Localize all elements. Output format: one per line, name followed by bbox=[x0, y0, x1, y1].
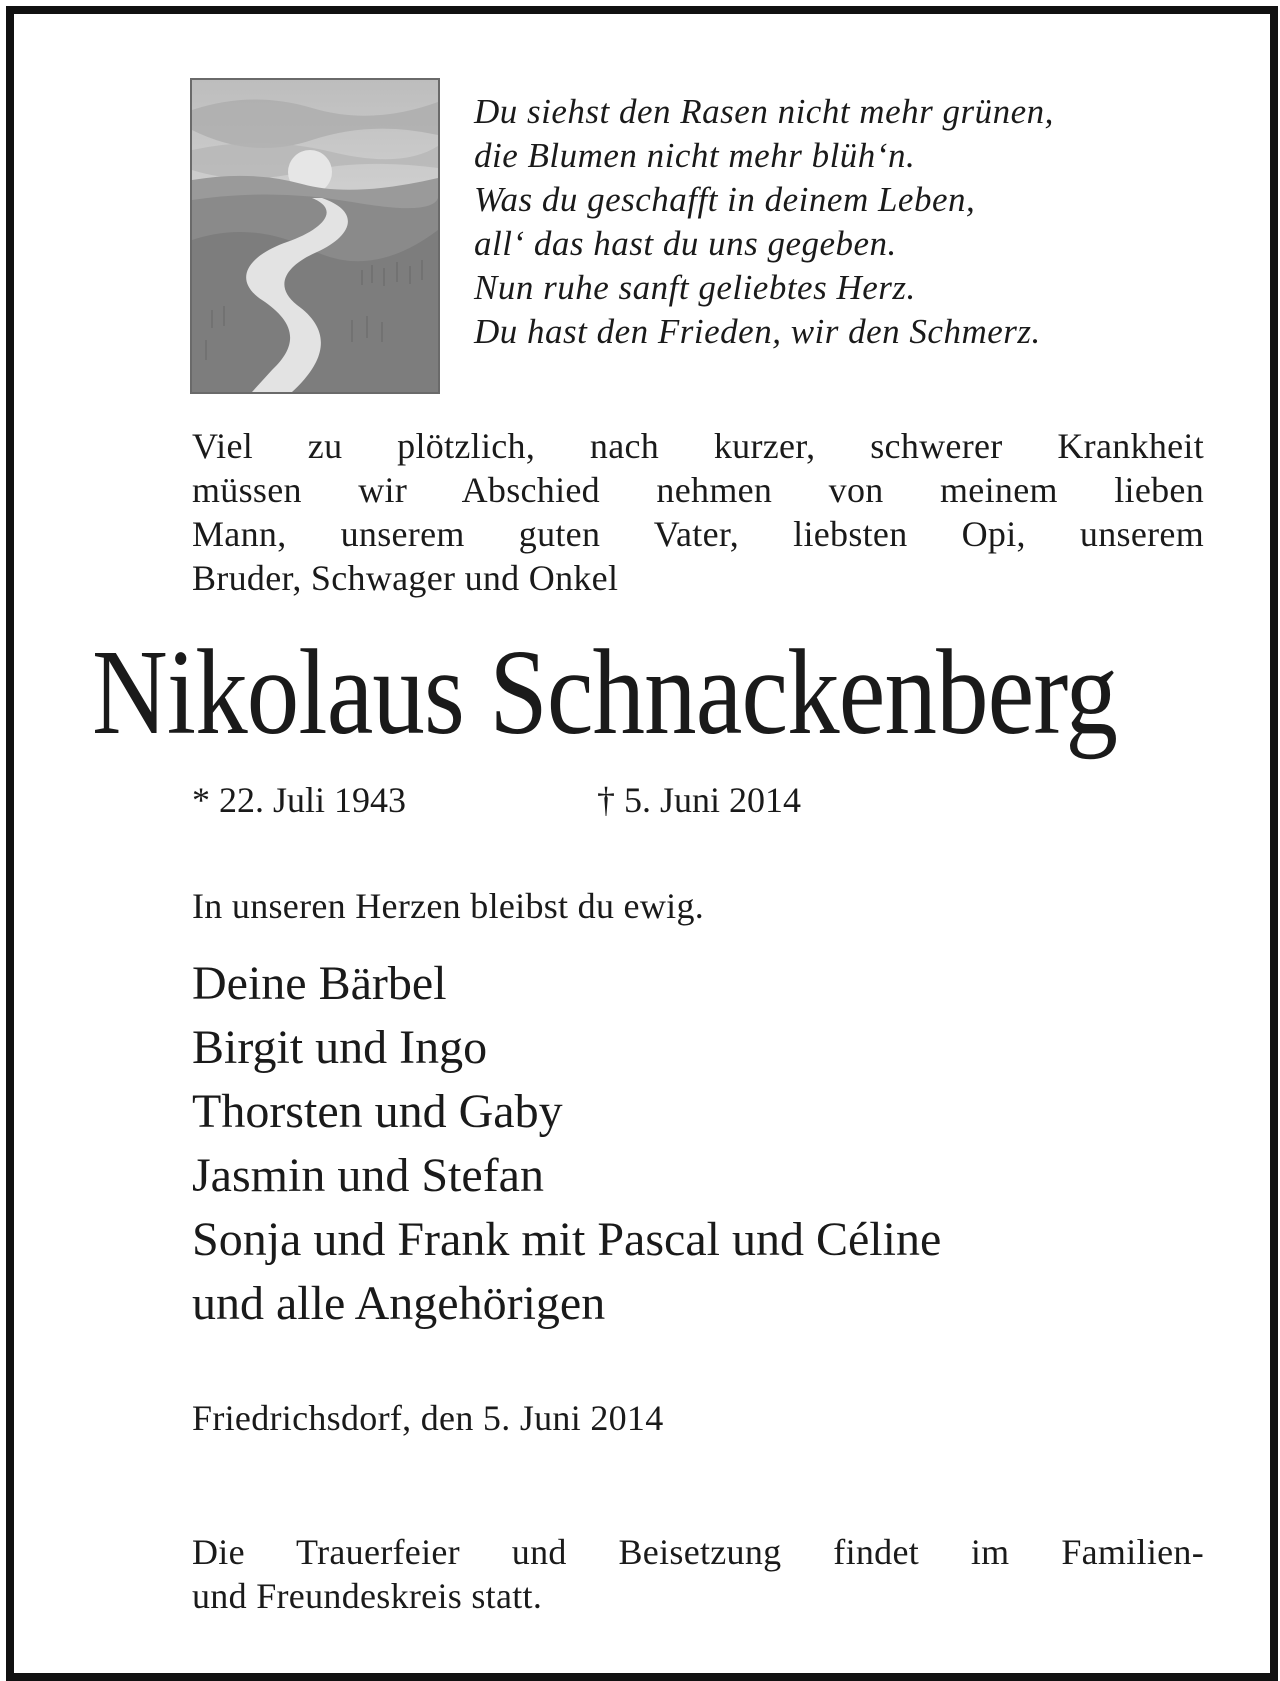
family-member: Jasmin und Stefan bbox=[192, 1149, 544, 1202]
intro-line: müssen wir Abschied nehmen von meinem lieben bbox=[192, 470, 1204, 510]
poem bbox=[474, 90, 1234, 354]
intro-line: Viel zu plötzlich, nach kurzer, schwerer Krankheit bbox=[192, 426, 1204, 466]
family-member: Sonja und Frank mit Pascal und Céline bbox=[192, 1213, 942, 1266]
birth-date: * 22. Juli 1943 bbox=[192, 780, 407, 820]
poem-line: all‘ das hast du uns gegeben. bbox=[474, 224, 897, 263]
funeral-note bbox=[192, 1530, 1204, 1618]
poem-line: Nun ruhe sanft geliebtes Herz. bbox=[474, 268, 916, 307]
motto: In unseren Herzen bleibst du ewig. bbox=[192, 886, 705, 926]
death-date: † 5. Juni 2014 bbox=[597, 780, 802, 820]
family-member: Thorsten und Gaby bbox=[192, 1085, 563, 1138]
poem-line: Du siehst den Rasen nicht mehr grünen, bbox=[474, 92, 1054, 131]
family-member: Deine Bärbel bbox=[192, 957, 447, 1010]
river-landscape-image bbox=[192, 80, 438, 392]
poem-line: die Blumen nicht mehr blüh‘n. bbox=[474, 136, 916, 175]
funeral-note-line: und Freundeskreis statt. bbox=[192, 1576, 543, 1616]
intro-line: Mann, unserem guten Vater, liebsten Opi, unserem bbox=[192, 514, 1204, 554]
funeral-note-line: Die Trauerfeier und Beisetzung findet im Familien- bbox=[192, 1532, 1204, 1572]
intro-paragraph bbox=[192, 424, 1204, 600]
deceased-name: Nikolaus Schnackenberg bbox=[92, 625, 1118, 760]
family-member: und alle Angehörigen bbox=[192, 1277, 606, 1330]
obituary-frame bbox=[6, 6, 1278, 1681]
family-list bbox=[192, 952, 941, 1336]
place-date: Friedrichsdorf, den 5. Juni 2014 bbox=[192, 1398, 664, 1438]
poem-line: Was du geschafft in deinem Leben, bbox=[474, 180, 976, 219]
poem-line: Du hast den Frieden, wir den Schmerz. bbox=[474, 312, 1041, 351]
family-member: Birgit und Ingo bbox=[192, 1021, 488, 1074]
landscape-illustration bbox=[190, 78, 440, 394]
intro-line: Bruder, Schwager und Onkel bbox=[192, 558, 619, 598]
